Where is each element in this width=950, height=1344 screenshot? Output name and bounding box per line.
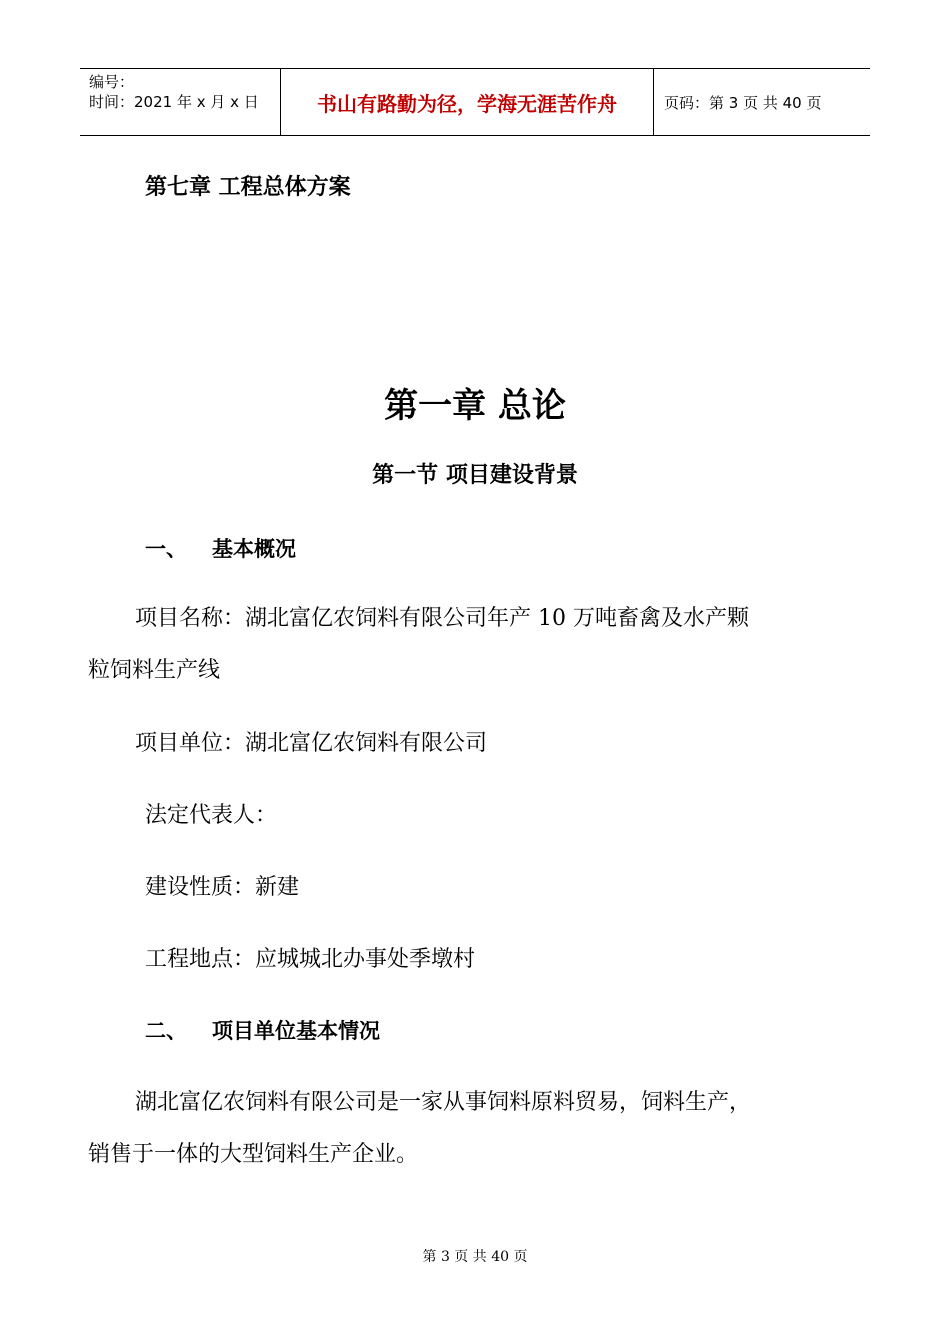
- page-footer: 第 3 页 共 40 页: [422, 1249, 528, 1265]
- subsection-heading-1: [145, 533, 296, 563]
- page-header: [80, 68, 870, 136]
- construction-nature: 建设性质：新建: [145, 875, 300, 900]
- header-motto: 书山有路勤为径，学海无涯苦作舟: [281, 69, 654, 135]
- project-name-line-2: 粒饲料生产线: [88, 658, 221, 683]
- chapter7-title: 第七章 工程总体方案: [145, 175, 351, 200]
- subsection-heading-2: [145, 1015, 380, 1045]
- document-date-label: 时间：2021 年 x 月 x 日: [89, 93, 259, 111]
- project-name-line-1: 项目名称：湖北富亿农饲料有限公司年产 10 万吨畜禽及水产颗: [135, 606, 749, 631]
- document-number-label: 编号：: [89, 73, 135, 91]
- project-location: 工程地点：应城城北办事处季墩村: [145, 947, 476, 972]
- intro-line-2: 销售于一体的大型饲料生产企业。: [88, 1142, 419, 1167]
- header-meta-cell: [80, 69, 281, 135]
- subsection-number: 二、: [145, 1019, 187, 1043]
- section1-title: 第一节 项目建设背景: [372, 463, 578, 488]
- subsection-title: 基本概况: [212, 537, 296, 561]
- subsection-title: 项目单位基本情况: [212, 1019, 380, 1043]
- header-page-info: 页码：第 3 页 共 40 页: [664, 93, 822, 112]
- chapter1-title: 第一章 总论: [384, 386, 566, 426]
- project-unit: 项目单位：湖北富亿农饲料有限公司: [135, 731, 488, 756]
- legal-representative: 法定代表人：: [145, 803, 278, 828]
- intro-line-1: 湖北富亿农饲料有限公司是一家从事饲料原料贸易，饲料生产，: [135, 1090, 752, 1115]
- subsection-number: 一、: [145, 537, 187, 561]
